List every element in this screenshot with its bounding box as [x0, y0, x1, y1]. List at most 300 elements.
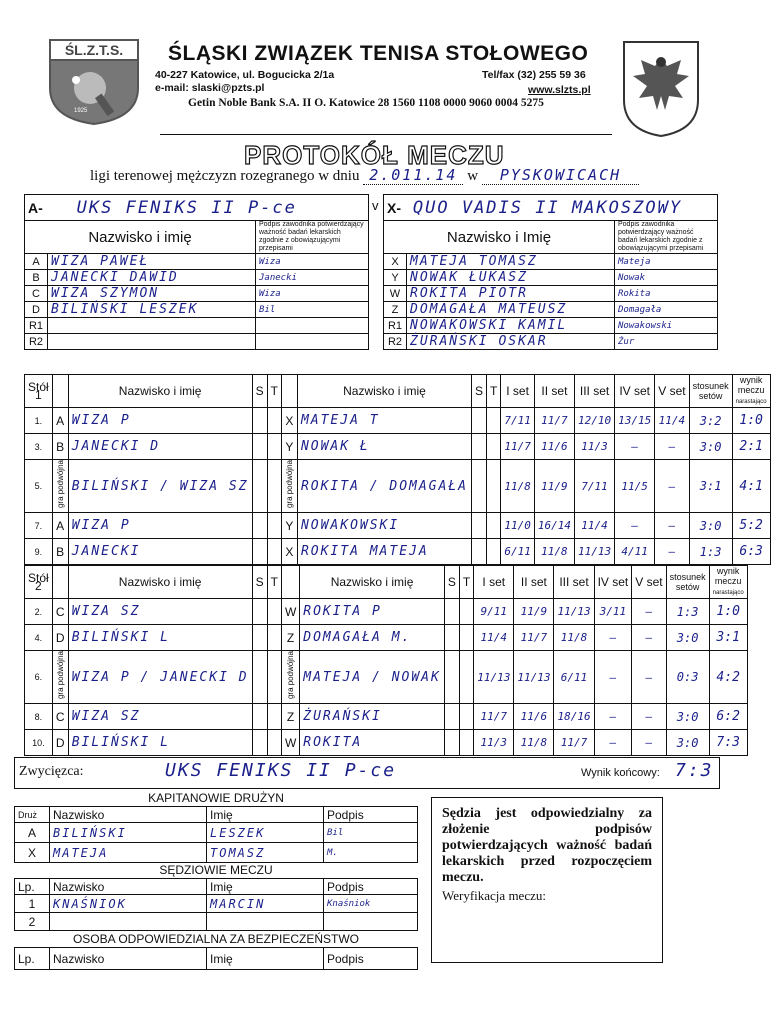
- cell-t-x: [459, 730, 473, 756]
- winner-box: [14, 757, 720, 789]
- set-ratio: 3:0: [666, 704, 709, 730]
- captain-team: X: [15, 843, 50, 863]
- set-3-score: 12/10: [574, 408, 614, 434]
- team-a-table: [24, 194, 369, 350]
- table-number: Stół 2: [25, 566, 53, 599]
- cell-s-a: [252, 651, 267, 704]
- player-code: R1: [25, 318, 48, 334]
- cumulative-result: 3:1: [709, 625, 747, 651]
- set-3-score: 11/4: [574, 513, 614, 539]
- team-x-sign-note: Podpis zawodnika potwierdzający ważność badań lekarskich zgodnie z obowiązującymi przepisami: [615, 221, 718, 254]
- header-set-4: IV set: [594, 566, 632, 599]
- player-a-name: JANECKI D: [68, 434, 252, 460]
- player-name: [48, 334, 256, 350]
- player-signature: Wiza: [256, 286, 369, 302]
- doubles-label-a: gra podwójna: [55, 460, 65, 509]
- set-5-score: —: [655, 539, 689, 565]
- player-name: MATEJA TOMASZ: [407, 254, 615, 270]
- logo-text: ŚL.Z.T.S.: [64, 42, 124, 58]
- cell-t-a: [267, 730, 281, 756]
- set-3-score: 11/13: [574, 539, 614, 565]
- cell-t-a: [267, 539, 281, 565]
- doubles-marker-x: [281, 651, 299, 704]
- header-s-a: S: [252, 375, 267, 408]
- player-code: C: [25, 286, 48, 302]
- set-3-score: 6/11: [554, 651, 594, 704]
- cell-t-a: [267, 599, 281, 625]
- player-code: R1: [384, 318, 407, 334]
- player-name: ROKITA PIOTR: [407, 286, 615, 302]
- cell-t-a: [267, 704, 281, 730]
- header-set-1: I set: [474, 566, 514, 599]
- cell-s-a: [252, 408, 267, 434]
- player-x-code: Y: [281, 513, 297, 539]
- referees-col-lp: Lp.: [15, 879, 50, 895]
- referee-surname: [50, 913, 207, 931]
- set-2-score: 16/14: [534, 513, 574, 539]
- referee-name: MARCIN: [207, 895, 324, 913]
- match-place: PYSKOWICACH: [482, 166, 639, 185]
- set-2-score: 11/9: [514, 599, 554, 625]
- captains-col-team: Druż: [15, 807, 50, 823]
- set-3-score: 11/13: [554, 599, 594, 625]
- player-a-name: WIZA P / JANECKI D: [68, 651, 252, 704]
- player-a-name: WIZA SZ: [68, 704, 252, 730]
- set-5-score: —: [632, 599, 666, 625]
- set-5-score: —: [632, 704, 666, 730]
- logo-year: 1925: [74, 108, 88, 114]
- header-result-text: wynik meczu: [737, 375, 765, 395]
- player-signature: Bil: [256, 302, 369, 318]
- set-ratio: 3:1: [689, 460, 732, 513]
- match-row: [25, 513, 771, 539]
- referees-title: SĘDZIOWIE MECZU: [159, 863, 273, 877]
- cell-s-x: [444, 651, 459, 704]
- referee-name: [207, 913, 324, 931]
- header-set-5: V set: [632, 566, 666, 599]
- captain-name: TOMASZ: [207, 843, 324, 863]
- player-code: W: [384, 286, 407, 302]
- cell-s-a: [252, 599, 267, 625]
- set-ratio: 1:3: [666, 599, 709, 625]
- cumulative-result: 6:2: [709, 704, 747, 730]
- player-a-name: BILIŃSKI L: [68, 625, 252, 651]
- silesia-eagle-emblem: [622, 40, 700, 138]
- set-2-score: 11/6: [514, 704, 554, 730]
- cell-s-a: [252, 434, 267, 460]
- header-result-text: wynik meczu: [714, 566, 742, 586]
- cumulative-result: 2:1: [732, 434, 770, 460]
- header-name-x: Nazwisko i imię: [297, 375, 471, 408]
- set-3-score: 11/8: [554, 625, 594, 651]
- player-a-code: B: [52, 539, 68, 565]
- header-set-2: II set: [534, 375, 574, 408]
- team-a-sign-note: Podpis zawodnika potwierdzający ważność badań lekarskich zgodnie z obowiązującymi przepisami: [256, 221, 369, 254]
- cumulative-result: 1:0: [709, 599, 747, 625]
- cell-t-x: [487, 434, 501, 460]
- referee-lp: 1: [15, 895, 50, 913]
- set-4-score: 11/5: [615, 460, 655, 513]
- player-signature: Mateja: [615, 254, 718, 270]
- referees-col-name: Imię: [207, 879, 324, 895]
- player-x-name: MATEJA / NOWAK: [300, 651, 445, 704]
- cell-t-x: [487, 513, 501, 539]
- player-name: [48, 318, 256, 334]
- team-a-name-header: Nazwisko i imię: [25, 221, 256, 254]
- player-name: DOMAGAŁA MATEUSZ: [407, 302, 615, 318]
- match-number: 9.: [25, 539, 53, 565]
- captain-signature: M.: [324, 843, 418, 863]
- cumulative-result: 5:2: [732, 513, 770, 539]
- player-x-code: W: [281, 599, 299, 625]
- slzts-logo: [48, 38, 140, 126]
- player-code: Z: [384, 302, 407, 318]
- player-signature: [256, 318, 369, 334]
- header-set-1: I set: [501, 375, 535, 408]
- cell-t-x: [459, 704, 473, 730]
- cell-s-a: [252, 704, 267, 730]
- player-name: NOWAKOWSKI KAMIL: [407, 318, 615, 334]
- cell-t-a: [267, 460, 281, 513]
- safety-col-lp: Lp.: [15, 948, 50, 970]
- player-x-code: X: [281, 539, 297, 565]
- player-code: B: [25, 270, 48, 286]
- set-2-score: 11/9: [534, 460, 574, 513]
- cell-s-x: [472, 539, 487, 565]
- protocol-subtitle: [90, 166, 639, 185]
- set-1-score: 9/11: [474, 599, 514, 625]
- player-a-code: C: [52, 599, 68, 625]
- set-5-score: —: [632, 730, 666, 756]
- match-row: [25, 408, 771, 434]
- set-3-score: 11/3: [574, 434, 614, 460]
- captains-title: KAPITANOWIE DRUŻYN: [148, 791, 284, 805]
- match-number: 6.: [25, 651, 53, 704]
- referee-note-text: Sędzia jest odpowiedzialny za złożenie podpisów potwierdzających ważność badań lekarskich przed rozpoczęciem meczu.: [442, 806, 652, 885]
- match-row: [25, 434, 771, 460]
- org-telfax: Tel/fax (32) 255 59 36: [482, 69, 586, 81]
- cell-t-x: [459, 651, 473, 704]
- set-2-score: 11/8: [514, 730, 554, 756]
- captains-col-surname: Nazwisko: [50, 807, 207, 823]
- player-signature: Wiza: [256, 254, 369, 270]
- player-a-code: D: [52, 730, 68, 756]
- team-a-name: UKS FENIKS II P-ce: [76, 197, 297, 218]
- player-x-name: NOWAK Ł: [297, 434, 471, 460]
- set-ratio: 0:3: [666, 651, 709, 704]
- player-code: A: [25, 254, 48, 270]
- header-set-4: IV set: [615, 375, 655, 408]
- header-name-x: Nazwisko i imię: [300, 566, 445, 599]
- player-x-name: MATEJA T: [297, 408, 471, 434]
- team-x-row: [384, 195, 718, 221]
- team-a-row: [25, 195, 369, 221]
- header-result-small: narastająco: [712, 590, 744, 596]
- set-4-score: —: [594, 651, 632, 704]
- captain-team: A: [15, 823, 50, 843]
- player-name: JANECKI DAWID: [48, 270, 256, 286]
- set-1-score: 11/4: [474, 625, 514, 651]
- player-a-code: A: [52, 408, 68, 434]
- player-a-name: JANECKI: [68, 539, 252, 565]
- safety-title: OSOBA ODPOWIEDZIALNA ZA BEZPIECZEŃSTWO: [72, 932, 360, 946]
- player-a-name: WIZA SZ: [68, 599, 252, 625]
- cell-s-a: [252, 539, 267, 565]
- final-score-value: 7:3: [675, 760, 714, 781]
- set-4-score: 3/11: [594, 599, 632, 625]
- cell-t-a: [267, 625, 281, 651]
- captains-col-name: Imię: [207, 807, 324, 823]
- player-code: D: [25, 302, 48, 318]
- doubles-label-x: gra podwójna: [286, 651, 296, 700]
- header-s-x: S: [472, 375, 487, 408]
- set-5-score: —: [655, 513, 689, 539]
- set-ratio: 3:0: [689, 513, 732, 539]
- set-5-score: —: [655, 460, 689, 513]
- player-x-code: Z: [281, 704, 299, 730]
- player-code: X: [384, 254, 407, 270]
- match-number: 7.: [25, 513, 53, 539]
- player-x-name: DOMAGAŁA M.: [300, 625, 445, 651]
- cell-s-x: [444, 625, 459, 651]
- captain-surname: MATEJA: [50, 843, 207, 863]
- player-x-name: ROKITA / DOMAGAŁA: [297, 460, 471, 513]
- match-number: 1.: [25, 408, 53, 434]
- captain-signature: Bil: [324, 823, 418, 843]
- team-x-table: [383, 194, 718, 350]
- set-4-score: —: [594, 704, 632, 730]
- set-ratio: 1:3: [689, 539, 732, 565]
- set-4-score: 13/15: [615, 408, 655, 434]
- cell-t-x: [487, 539, 501, 565]
- doubles-marker-a: [52, 651, 68, 704]
- header-t-x: T: [487, 375, 501, 408]
- team-x-name-header: Nazwisko i Imię: [384, 221, 615, 254]
- safety-col-name: Imię: [207, 948, 324, 970]
- player-name: BILIŃSKI LESZEK: [48, 302, 256, 318]
- cell-t-x: [459, 625, 473, 651]
- cumulative-result: 6:3: [732, 539, 770, 565]
- referee-note-box: [431, 797, 663, 963]
- player-signature: Żur: [615, 334, 718, 350]
- player-a-code: B: [52, 434, 68, 460]
- verification-label: Weryfikacja meczu:: [442, 888, 546, 903]
- cell-t-a: [267, 434, 281, 460]
- set-3-score: 18/16: [554, 704, 594, 730]
- match-row: [25, 651, 748, 704]
- player-name: ŻURAŃSKI OSKAR: [407, 334, 615, 350]
- match-row: [25, 730, 748, 756]
- header-set-ratio: stosunek setów: [666, 566, 709, 599]
- set-3-score: 7/11: [574, 460, 614, 513]
- set-2-score: 11/8: [534, 539, 574, 565]
- header-t-a: T: [267, 375, 281, 408]
- player-a-name: WIZA P: [68, 408, 252, 434]
- cell-t-a: [267, 408, 281, 434]
- set-2-score: 11/6: [534, 434, 574, 460]
- referees-table: [14, 878, 418, 931]
- set-1-score: 11/7: [501, 434, 535, 460]
- header-name-a: Nazwisko i imię: [68, 375, 252, 408]
- player-signature: Nowak: [615, 270, 718, 286]
- referees-col-surname: Nazwisko: [50, 879, 207, 895]
- organization-name: ŚLĄSKI ZWIĄZEK TENISA STOŁOWEGO: [168, 42, 589, 65]
- doubles-label-a: gra podwójna: [55, 651, 65, 700]
- header-t-x: T: [459, 566, 473, 599]
- header-set-5: V set: [655, 375, 689, 408]
- cell-s-x: [472, 408, 487, 434]
- player-name: NOWAK ŁUKASZ: [407, 270, 615, 286]
- set-ratio: 3:0: [689, 434, 732, 460]
- referees-col-sign: Podpis: [324, 879, 418, 895]
- final-score-label: Wynik końcowy:: [581, 767, 660, 779]
- player-x-name: ROKITA P: [300, 599, 445, 625]
- match-row: [25, 599, 748, 625]
- match-row: [25, 625, 748, 651]
- set-ratio: 3:0: [666, 730, 709, 756]
- cell-s-x: [444, 599, 459, 625]
- cumulative-result: 1:0: [732, 408, 770, 434]
- safety-table: [14, 947, 418, 970]
- header-s-x: S: [444, 566, 459, 599]
- player-x-code: Z: [281, 625, 299, 651]
- page-title: PROTOKÓŁ MECZU: [244, 140, 505, 170]
- header-code-x: [281, 566, 299, 599]
- set-5-score: —: [655, 434, 689, 460]
- set-2-score: 11/13: [514, 651, 554, 704]
- player-a-name: WIZA P: [68, 513, 252, 539]
- doubles-label-x: gra podwójna: [284, 460, 294, 509]
- player-a-code: C: [52, 704, 68, 730]
- match-number: 8.: [25, 704, 53, 730]
- cell-s-a: [252, 460, 267, 513]
- captain-name: LESZEK: [207, 823, 324, 843]
- player-signature: Domagała: [615, 302, 718, 318]
- header-code-a: [52, 375, 68, 408]
- set-1-score: 11/7: [474, 704, 514, 730]
- org-email: e-mail: slaski@pzts.pl: [155, 82, 265, 94]
- set-1-score: 11/3: [474, 730, 514, 756]
- team-a-label: A-: [28, 199, 43, 216]
- match-row: [25, 460, 771, 513]
- team-x-name: QUO VADIS II MAKOSZOWY: [412, 197, 683, 218]
- captains-table: [14, 806, 418, 863]
- match-row: [25, 704, 748, 730]
- header-code-a: [52, 566, 68, 599]
- player-a-code: A: [52, 513, 68, 539]
- set-ratio: 3:0: [666, 625, 709, 651]
- set-ratio: 3:2: [689, 408, 732, 434]
- player-x-code: Y: [281, 434, 297, 460]
- cell-s-x: [472, 460, 487, 513]
- player-x-name: ŻURAŃSKI: [300, 704, 445, 730]
- header-result-small: narastająco: [735, 399, 767, 405]
- subtitle-text: ligi terenowej mężczyzn rozegranego w dniu: [90, 168, 360, 184]
- player-signature: [256, 334, 369, 350]
- subtitle-w: w: [467, 168, 479, 184]
- cell-s-x: [472, 513, 487, 539]
- header-match-result: [732, 375, 770, 408]
- org-website: www.slzts.pl: [528, 84, 591, 96]
- cell-s-x: [472, 434, 487, 460]
- winner-value: UKS FENIKS II P-ce: [165, 760, 397, 781]
- cell-s-a: [252, 730, 267, 756]
- set-2-score: 11/7: [534, 408, 574, 434]
- player-code: R2: [25, 334, 48, 350]
- set-5-score: 11/4: [655, 408, 689, 434]
- cumulative-result: 7:3: [709, 730, 747, 756]
- header-set-3: III set: [554, 566, 594, 599]
- header-code-x: [281, 375, 297, 408]
- cell-t-x: [487, 460, 501, 513]
- referee-surname: KNAŚNIOK: [50, 895, 207, 913]
- player-signature: Janecki: [256, 270, 369, 286]
- player-x-code: X: [281, 408, 297, 434]
- referee-lp: 2: [15, 913, 50, 931]
- header-t-a: T: [267, 566, 281, 599]
- doubles-marker-x: [281, 460, 297, 513]
- team-x-label: X-: [387, 199, 401, 216]
- player-signature: Rokita: [615, 286, 718, 302]
- match-row: [25, 539, 771, 565]
- player-name: WIZA SZYMON: [48, 286, 256, 302]
- set-3-score: 11/7: [554, 730, 594, 756]
- cell-s-x: [444, 730, 459, 756]
- org-bank-account: Getin Noble Bank S.A. II O. Katowice 28 1560 1108 0000 9060 0004 5275: [188, 97, 544, 109]
- player-signature: Nowakowski: [615, 318, 718, 334]
- player-a-code: D: [52, 625, 68, 651]
- table-number: Stół 1: [25, 375, 53, 408]
- set-4-score: —: [615, 434, 655, 460]
- player-a-name: BILIŃSKI / WIZA SZ: [68, 460, 252, 513]
- match-table-1: [24, 374, 771, 565]
- match-number: 3.: [25, 434, 53, 460]
- match-number: 5.: [25, 460, 53, 513]
- cumulative-result: 4:1: [732, 460, 770, 513]
- header-set-2: II set: [514, 566, 554, 599]
- cumulative-result: 4:2: [709, 651, 747, 704]
- cell-s-x: [444, 704, 459, 730]
- org-address: 40-227 Katowice, ul. Bogucicka 2/1a: [155, 69, 335, 81]
- safety-col-sign: Podpis: [324, 948, 418, 970]
- captains-col-sign: Podpis: [324, 807, 418, 823]
- header-rule: [160, 134, 612, 135]
- player-x-name: ROKITA: [300, 730, 445, 756]
- set-5-score: —: [632, 651, 666, 704]
- match-number: 4.: [25, 625, 53, 651]
- header-name-a: Nazwisko i imię: [68, 566, 252, 599]
- captain-surname: BILIŃSKI: [50, 823, 207, 843]
- set-4-score: —: [594, 625, 632, 651]
- set-1-score: 11/13: [474, 651, 514, 704]
- set-4-score: —: [615, 513, 655, 539]
- player-name: WIZA PAWEŁ: [48, 254, 256, 270]
- match-number: 2.: [25, 599, 53, 625]
- doubles-marker-a: [52, 460, 68, 513]
- cell-t-a: [267, 651, 281, 704]
- player-x-name: NOWAKOWSKI: [297, 513, 471, 539]
- header-set-3: III set: [574, 375, 614, 408]
- referee-signature: Knaśniok: [324, 895, 418, 913]
- match-number: 10.: [25, 730, 53, 756]
- set-1-score: 6/11: [501, 539, 535, 565]
- set-1-score: 11/0: [501, 513, 535, 539]
- set-5-score: —: [632, 625, 666, 651]
- match-date: 2.011.14: [363, 166, 463, 185]
- header-match-result: [709, 566, 747, 599]
- player-code: R2: [384, 334, 407, 350]
- set-4-score: —: [594, 730, 632, 756]
